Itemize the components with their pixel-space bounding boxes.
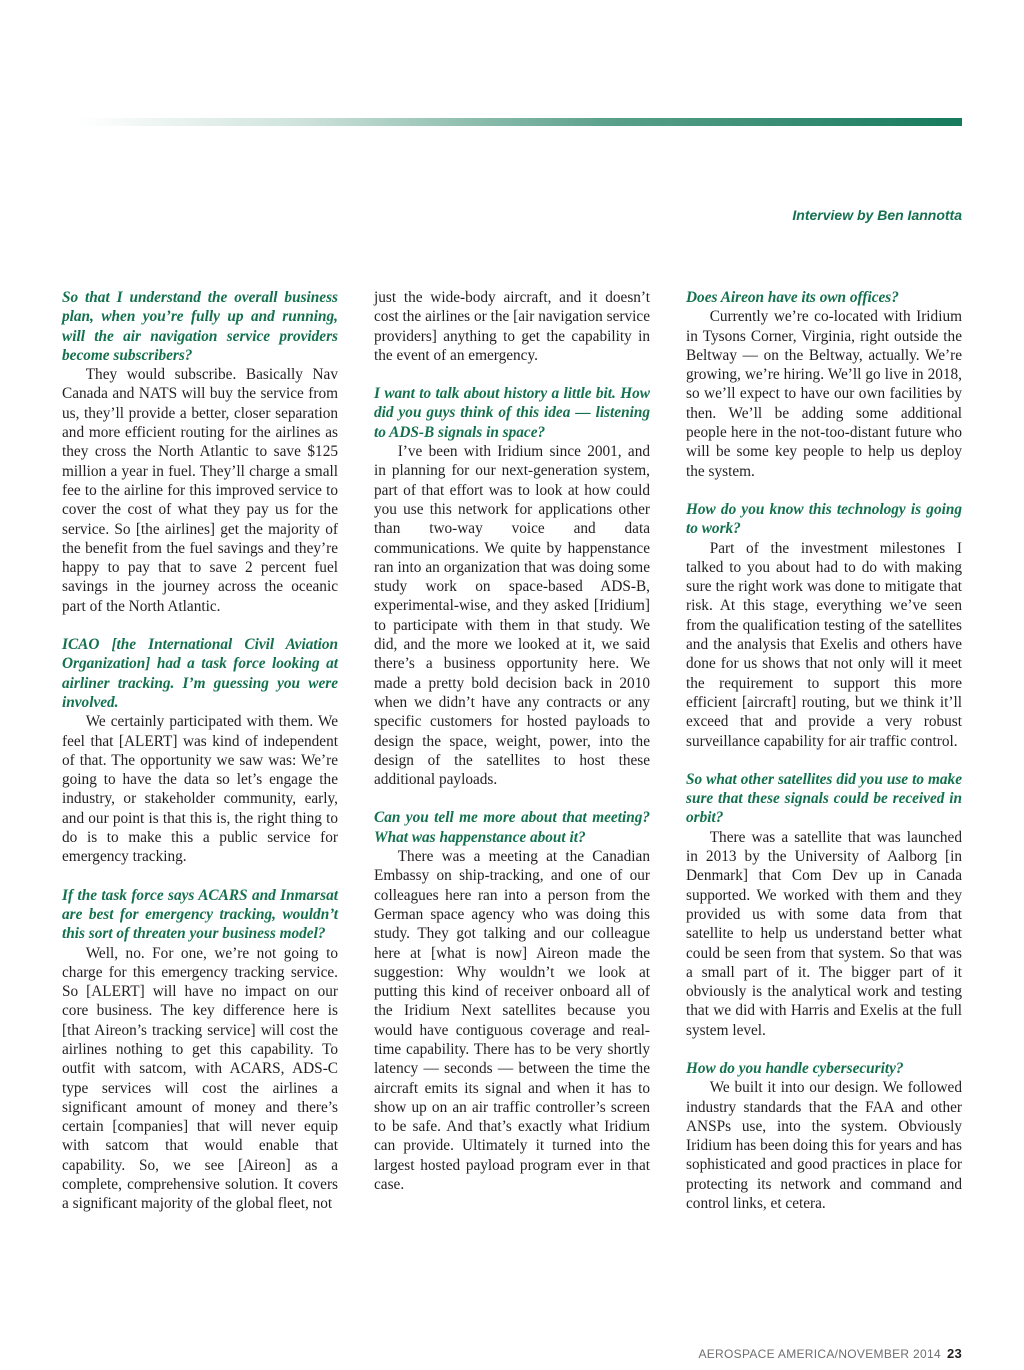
answer-paragraph: just the wide-body aircraft, and it doesn’t cost the airlines or the [air navigation service providers] anything to get the capability in the event of an emergency. xyxy=(374,289,650,364)
answer-paragraph: Part of the investment milestones I talked to you about had to do with making sure the right work was done to mitigate that risk. At this stage, everything we’ve seen from the qualification testing of the satellites and the analysis that Exelis and others have done for us shows that not only will it meet the requirement to support this more efficient [aircraft] routing, but we think it’ll exceed that and provide a very robust surveillance capability for air traffic control. xyxy=(686,539,962,750)
answer-paragraph: They would subscribe. Basically Nav Canada and NATS will buy the service from us, they’ll provide a better, closer separation and more efficient routing for the airlines as they cross the North Atlantic to save $125 million a year in fuel. They’ll charge a small fee to the airline for this improved service to cover the cost of what they pay us for the service. So [the airlines] get the majority of the benefit from the fuel savings and they’re happy to pay that to save 2 percent fuel savings in the journey across the oceanic part of the North Atlantic. xyxy=(62,366,338,615)
answer-paragraph: Currently we’re co-located with Iridium in Tysons Corner, Virginia, right outside the Beltway — on the Beltway, actually. We’re growing, we’re hiring. We’ll go live in 2018, so we’ll expect to have our own facilities by then. We’ll be adding some additional people here in the not-too-distant future who will be some key people to help us deploy the system. xyxy=(686,308,962,480)
publication-name: AEROSPACE AMERICA/NOVEMBER 2014 xyxy=(698,1347,941,1361)
answer-paragraph: Well, no. For one, we’re not going to charge for this emergency tracking service. So [ALERT] will have no impact on our core business. The key difference here is [that Aireon’s tracking service] will cost the airlines nothing to get this capability. To outfit with satcom, with ACARS, ADS-C type services will cost the airlines a significant amount of money and there’s certain [companies] that will never equip with satcom that would enable that capability. So, we see [Aireon] as a complete, comprehensive solution. It covers a significant majority of the global fleet, not xyxy=(62,944,338,1213)
byline: Interview by Ben Iannotta xyxy=(792,207,962,223)
column-2 xyxy=(374,288,650,1213)
answer-paragraph: There was a meeting at the Canadian Embassy on ship-tracking, and one of our colleagues here ran into a person from the German space agency who was doing this study. They got talking and our colleague here at [what is now] Aireon made the suggestion: Why wouldn’t we look at putting this kind of receiver onboard all of the Iridium Next satellites because you would have contiguous coverage and real-time capability. There has to be very shortly latency — seconds — between the time the aircraft emits its signal and when it has to show up on an air traffic controller’s screen to be safe. And that’s exactly what Iridium can provide. Ultimately it turned into the largest hosted payload program ever in that case. xyxy=(374,848,650,1194)
answer-paragraph: There was a satellite that was launched in 2013 by the University of Aalborg [in Denmark] that Com Dev up in Canada supported. We worked with them and they provided us with some data from that satellite to help us understand better what could be seen from that system. So that was a small part of it. The bigger part of it obviously is the analytical work and testing that we did with Harris and Exelis at the full system level. xyxy=(686,828,962,1039)
question: So what other satellites did you use to make sure that these signals could be received in orbit? xyxy=(686,770,962,827)
page-number: 23 xyxy=(946,1346,962,1361)
column-3 xyxy=(686,288,962,1232)
question: ICAO [the International Civil Aviation Organization] had a task force looking at airliner tracking. I’m guessing you were involved. xyxy=(62,636,338,711)
question: So that I understand the overall business plan, when you’re fully up and running, will the air navigation service providers become subscribers? xyxy=(62,289,338,364)
question: I want to talk about history a little bit. How did you guys think of this idea — listening to ADS-B signals in space? xyxy=(374,385,650,441)
answer-paragraph: We built it into our design. We followed industry standards that the FAA and other ANSPs use, into the system. Obviously Iridium has been doing this for years and has sophisticated and good practices in place for protecting its network and command and control links, et cetera. xyxy=(686,1079,962,1213)
column-1 xyxy=(62,288,338,1233)
question: How do you handle cybersecurity? xyxy=(686,1059,904,1077)
answer-paragraph: We certainly participated with them. We feel that [ALERT] was kind of independent of that. The opportunity we saw was: We’re going to have the data so let’s engage the industry, or stakeholder community, early, and our point is that this is, the right thing to do is to make this a public service for emergency tracking. xyxy=(62,713,338,866)
page-footer xyxy=(698,1346,962,1361)
question: Does Aireon have its own offices? xyxy=(686,289,899,306)
answer-paragraph: I’ve been with Iridium since 2001, and in planning for our next-generation system, part of that effort was to look at how could you use this network for applications other than two-way voice and data communications. We quite by happenstance ran into an organization that was doing some study work on space-based ADS-B, experimental-wise, and they asked [Iridium] to participate with them in that study. We did, and the more we looked at it, we said there’s a business opportunity here. We made a pretty bold decision back in 2010 when we didn’t have any contracts or any specific customers for hosted payloads to design the space, weight, power, into the design of the satellites to host these additional payloads. xyxy=(374,443,650,789)
header-rule xyxy=(78,118,962,126)
question: How do you know this technology is going to work? xyxy=(686,500,962,538)
question: If the task force says ACARS and Inmarsat are best for emergency tracking, wouldn’t this sort of threaten your business model? xyxy=(62,886,338,943)
question: Can you tell me more about that meeting? What was happenstance about it? xyxy=(374,809,650,846)
